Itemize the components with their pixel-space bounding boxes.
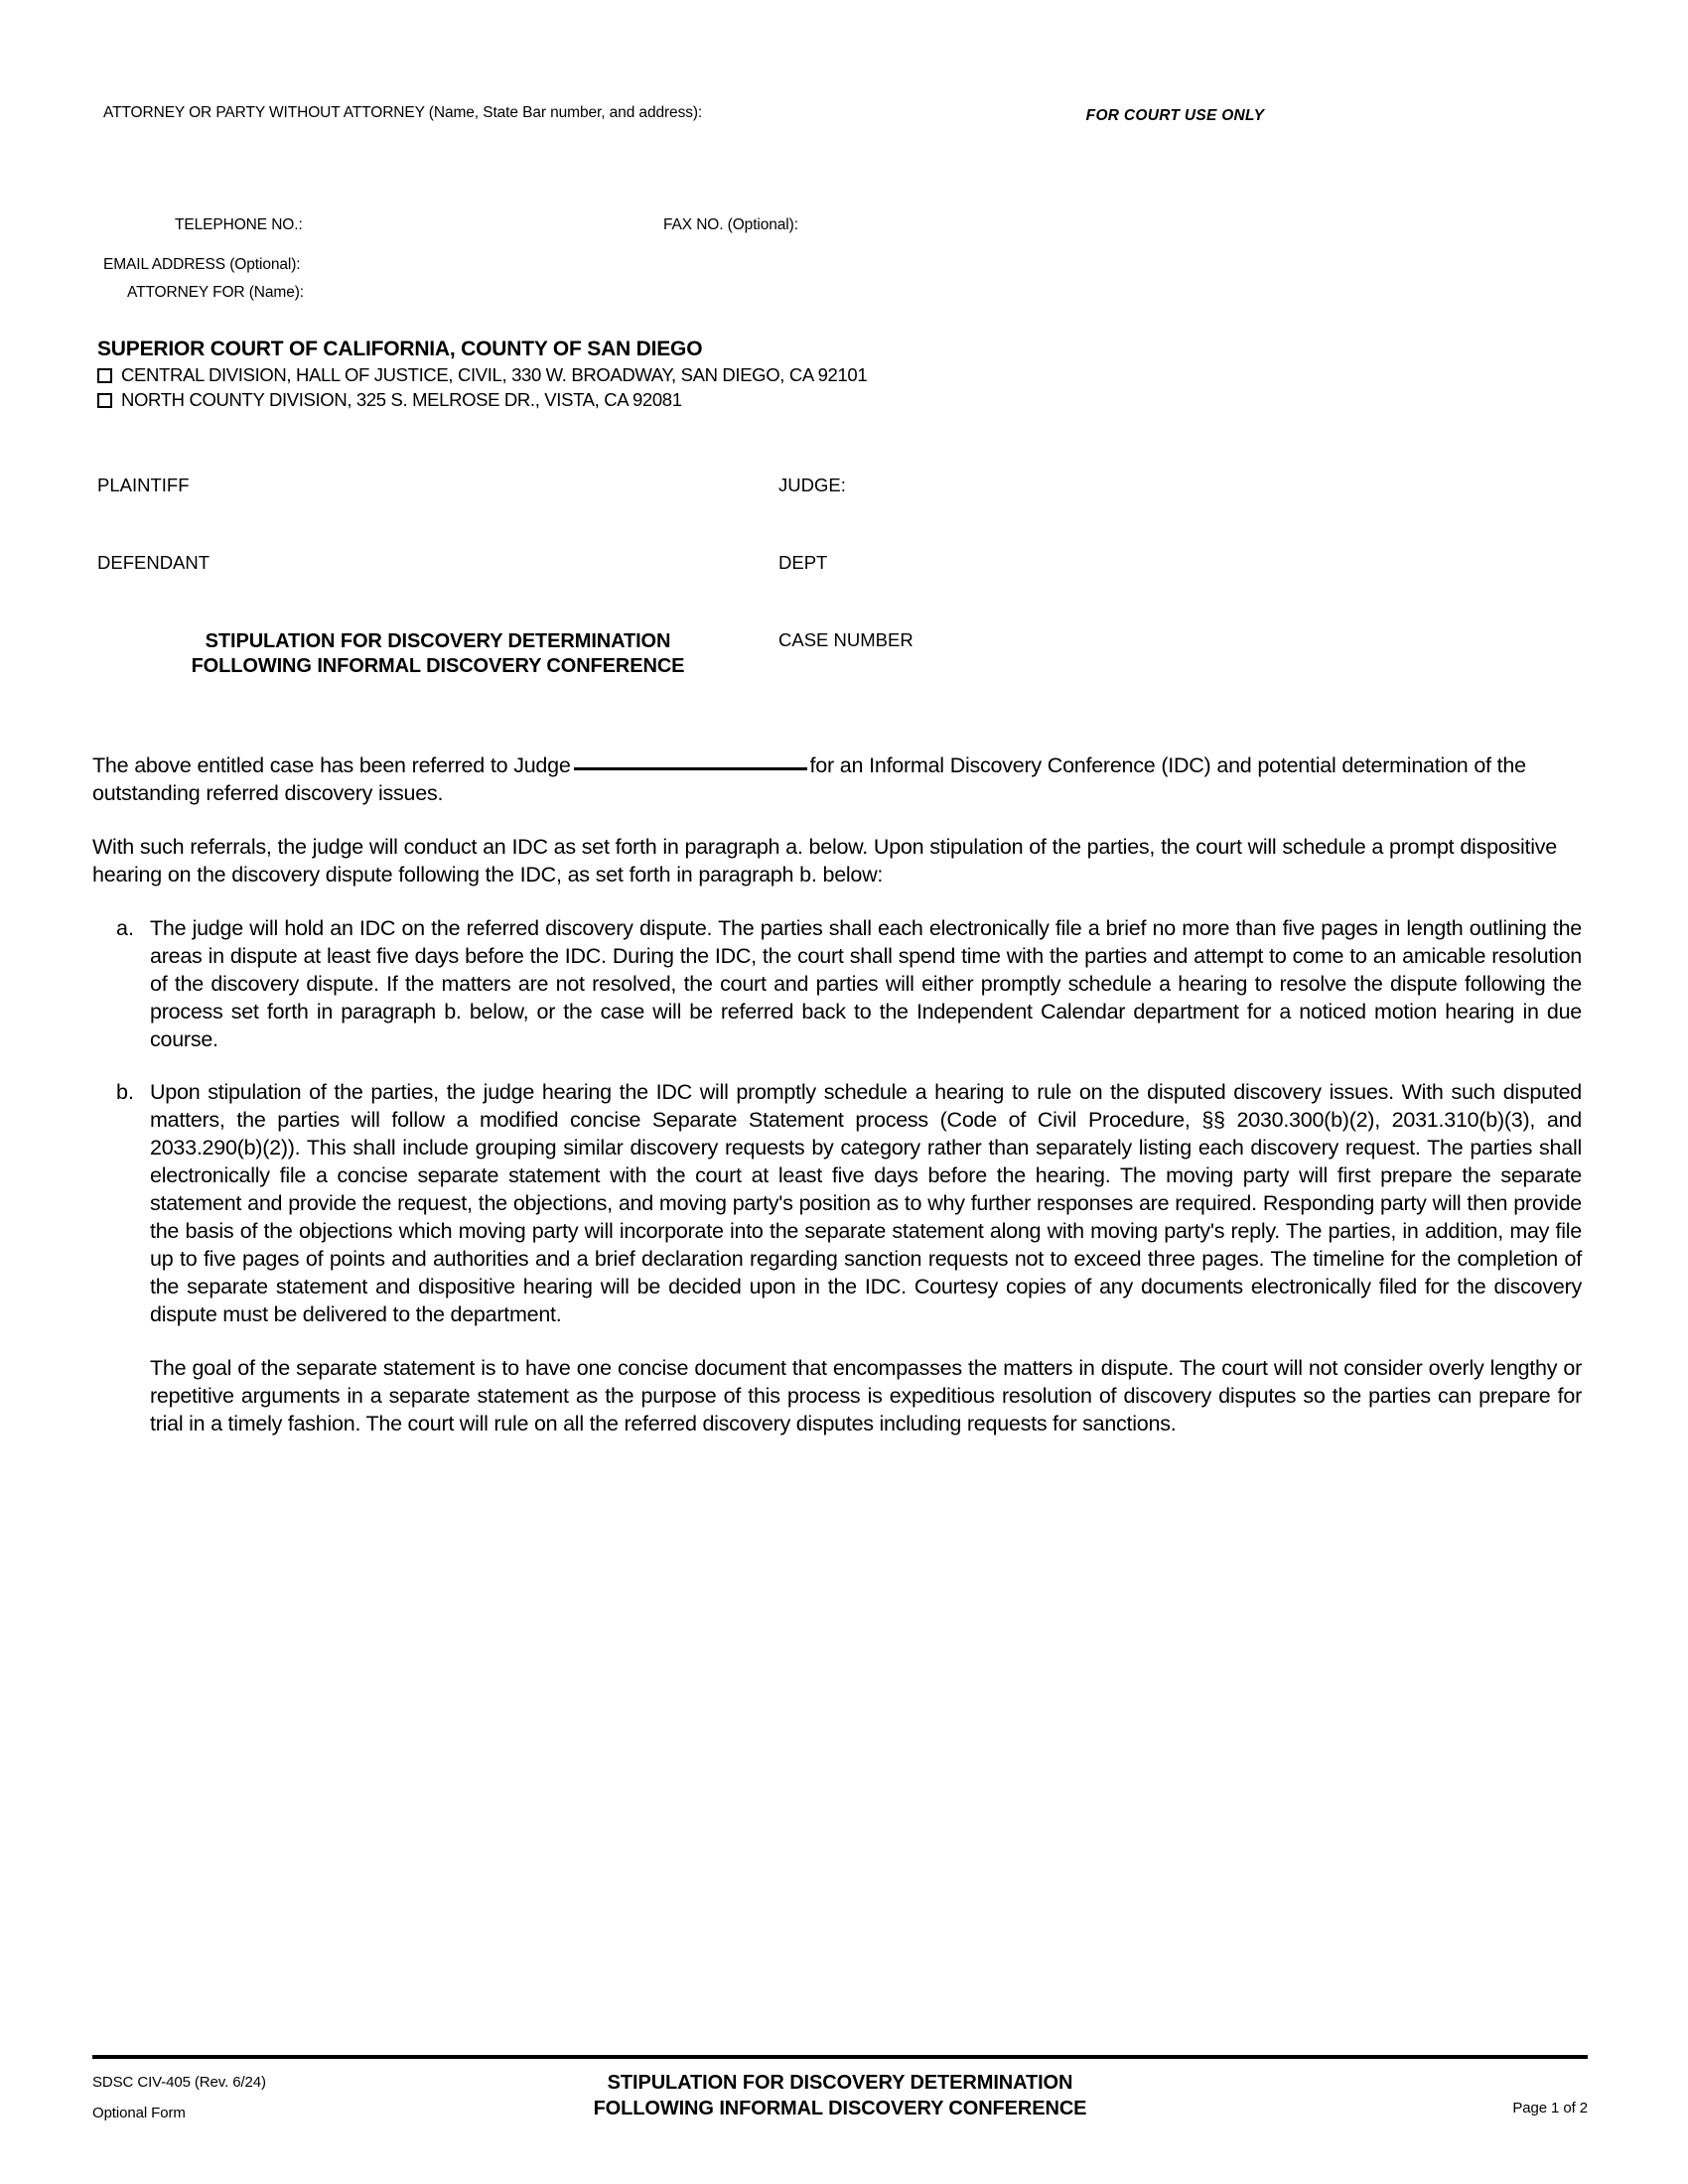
footer-form-number: SDSC CIV-405 (Rev. 6/24) <box>92 2074 266 2091</box>
court-name: SUPERIOR COURT OF CALIFORNIA, COUNTY OF SAN DIEGO <box>97 338 703 360</box>
defendant-label: DEFENDANT <box>97 552 211 573</box>
for-court-use-only-cell <box>778 99 1572 475</box>
intro-text-before-blank: The above entitled case has been referred to Judge <box>92 753 571 777</box>
provision-a-paragraph-1: The judge will hold an IDC on the referred discovery dispute. The parties shall each electronically file a brief no more than five pages in length outlining the areas in dispute at least five days before the IDC. During the IDC, the court shall spend time with the parties and attempt to come to an amicable resolution of the discovery dispute. If the matters are not resolved, the court and parties will either promptly schedule a hearing to resolve the dispute following the process set forth in paragraph b. below, or the case will be referred back to the Independent Calendar department for a noticed motion hearing in due course. <box>150 915 1582 1051</box>
intro-paragraph <box>92 752 1582 808</box>
checkbox-central-division[interactable] <box>97 368 112 383</box>
form-title-cell <box>97 629 778 701</box>
list-item-body-a <box>150 915 1582 1054</box>
dept-cell[interactable] <box>778 552 1572 629</box>
list-item-marker-a: a. <box>116 915 134 940</box>
footer-form-info <box>92 2068 420 2129</box>
numbered-provisions-list <box>92 915 1582 1438</box>
checkbox-north-county-division[interactable] <box>97 393 112 408</box>
case-number-label: CASE NUMBER <box>778 629 914 650</box>
defendant-cell[interactable] <box>97 552 778 629</box>
attorney-for-label: ATTORNEY FOR (Name): <box>127 284 304 301</box>
division-label-central: CENTRAL DIVISION, HALL OF JUSTICE, CIVIL, 330 W. BROADWAY, SAN DIEGO, CA 92101 <box>121 364 868 385</box>
attorney-block-label: ATTORNEY OR PARTY WITHOUT ATTORNEY (Name, State Bar number, and address): <box>103 104 703 121</box>
plaintiff-cell[interactable] <box>97 475 778 552</box>
caption-row-defendant <box>97 552 1572 629</box>
email-address-label: EMAIL ADDRESS (Optional): <box>103 256 301 273</box>
document-body <box>92 752 1582 1464</box>
footer-divider <box>92 2055 1588 2059</box>
page-footer <box>92 2055 1588 2129</box>
caption-table <box>97 99 1572 701</box>
list-item-marker-b: b. <box>116 1080 134 1105</box>
judge-name-blank-field[interactable] <box>574 767 807 770</box>
caption-row-title <box>97 629 1572 701</box>
list-item <box>92 1079 1582 1437</box>
provision-b-paragraph-2: The goal of the separate statement is to have one concise document that encompasses the matters in dispute. The court will not consider overly lengthy or repetitive arguments in a separate statement as the purpose of this process is expeditious resolution of discovery disputes so the parties can prepare for trial in a timely fashion. The court will rule on all the referred discovery disputes including requests for sanctions. <box>150 1355 1582 1435</box>
form-title-line-2: FOLLOWING INFORMAL DISCOVERY CONFERENCE <box>191 655 685 677</box>
attorney-info-cell <box>97 99 798 338</box>
fax-label: FAX NO. (Optional): <box>663 216 798 233</box>
judge-label: JUDGE: <box>778 475 846 495</box>
court-name-cell <box>97 338 868 475</box>
intro-text-after-blank: for an Informal Discovery Conference (IDC) and potential determination of the outstanding referred discovery issues. <box>92 753 1526 805</box>
referral-process-paragraph: With such referrals, the judge will conduct an IDC as set forth in paragraph a. below. Upon stipulation of the parties, the court will schedule a prompt dispositive hearing on the discovery dispute following the IDC, as set forth in paragraph b. below: <box>92 834 1557 887</box>
plaintiff-label: PLAINTIFF <box>97 475 190 495</box>
caption-row-attorney <box>97 99 1572 338</box>
division-option-north-county[interactable] <box>97 389 778 411</box>
footer-title-line-1: STIPULATION FOR DISCOVERY DETERMINATION <box>607 2072 1073 2094</box>
footer-form-title <box>420 2068 1260 2122</box>
telephone-label: TELEPHONE NO.: <box>175 216 303 233</box>
footer-page-number: Page 1 of 2 <box>1512 2100 1588 2116</box>
division-option-central[interactable] <box>97 364 868 386</box>
for-court-use-only-label: FOR COURT USE ONLY <box>1085 107 1265 124</box>
caption-row-plaintiff <box>97 475 1572 552</box>
dept-label: DEPT <box>778 552 828 573</box>
form-title-line-1: STIPULATION FOR DISCOVERY DETERMINATION <box>205 630 671 652</box>
judge-cell[interactable] <box>778 475 1572 552</box>
provision-b-paragraph-1: Upon stipulation of the parties, the judge hearing the IDC will promptly schedule a hearing to rule on the disputed discovery issues. With such disputed matters, the parties will follow a modified concise Separate Statement process (Code of Civil Procedure, §§ 2030.300(b)(2), 2031.310(b)(3), and 2033.290(b)(2)). This shall include grouping similar discovery requests by category rather than separately listing each discovery request. The parties shall electronically file a concise separate statement with the court at least five days before the hearing. The moving party will first prepare the separate statement and provide the request, the objections, and moving party's position as to why further responses are required. Responding party will then provide the basis of the objections which moving party will incorporate into the separate statement along with moving party's reply. The parties, in addition, may file up to five pages of points and authorities and a brief declaration regarding sanction requests not to exceed three pages. The timeline for the completion of the separate statement and dispositive hearing will be decided upon in the IDC. Courtesy copies of any documents electronically filed for the discovery dispute must be delivered to the department. <box>150 1080 1582 1326</box>
list-item-body-b <box>150 1079 1582 1437</box>
division-label-north-county: NORTH COUNTY DIVISION, 325 S. MELROSE DR., VISTA, CA 92081 <box>121 389 682 410</box>
case-number-cell[interactable] <box>778 629 1572 701</box>
footer-title-line-2: FOLLOWING INFORMAL DISCOVERY CONFERENCE <box>593 2098 1087 2120</box>
footer-form-type: Optional Form <box>92 2104 186 2121</box>
list-item <box>92 915 1582 1054</box>
